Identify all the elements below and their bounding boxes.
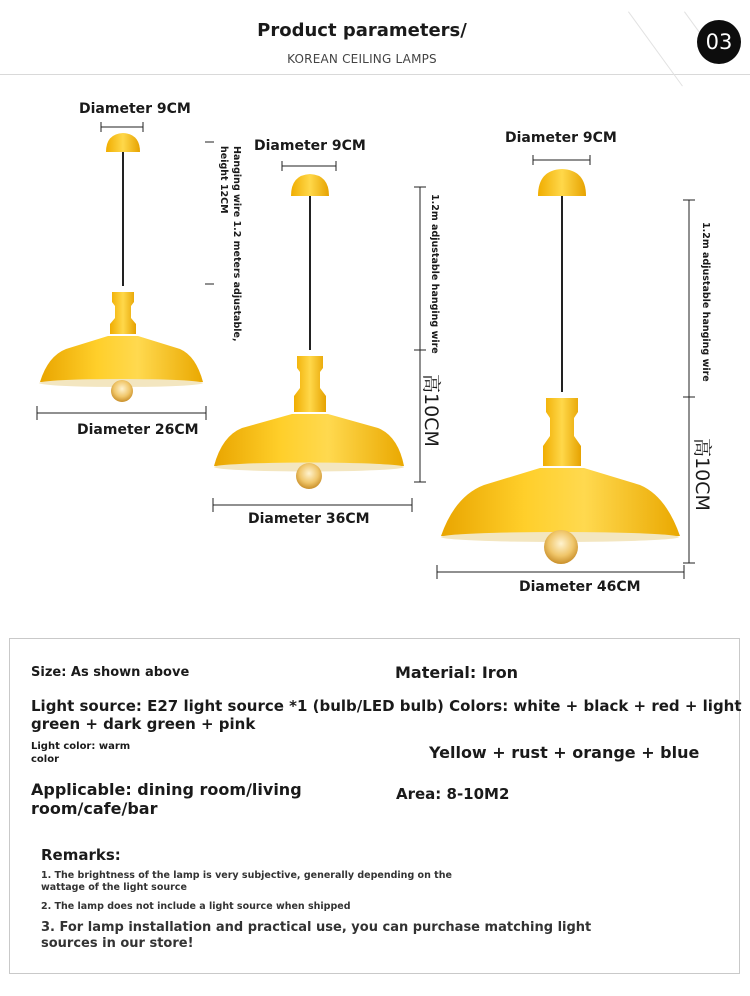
spec-applicable: Applicable: dining room/living	[31, 780, 302, 799]
ceiling-canopy	[291, 174, 329, 196]
spec-colors-2: Yellow + rust + orange + blue	[429, 743, 700, 762]
lamp-medium-height-note: 高10CM	[420, 374, 442, 447]
bulb	[111, 380, 133, 402]
lamp-medium-shade-diameter: Diameter 36CM	[248, 511, 370, 527]
lamp-small-wire-note: Hanging wire 1.2 meters adjustable,	[231, 146, 242, 342]
lamp-shade	[214, 414, 404, 466]
spec-applicable-2: room/cafe/bar	[31, 799, 158, 818]
remark-2: 2. The lamp does not include a light source when shipped	[41, 901, 351, 912]
remark-3-cont: sources in our store!	[41, 936, 194, 951]
ceiling-canopy	[538, 169, 586, 196]
lamp-small	[37, 122, 214, 420]
bulb	[544, 530, 578, 564]
lamp-shade	[40, 336, 203, 382]
lamp-small-shade-diameter: Diameter 26CM	[77, 422, 199, 438]
lamp-shade	[441, 468, 680, 536]
section-number-badge: 03	[697, 20, 741, 64]
lamp-large-wire-note: 1.2m adjustable hanging wire	[700, 222, 711, 382]
spec-light-color-2: color	[31, 754, 60, 765]
spec-area: Area: 8-10M2	[396, 785, 510, 803]
spec-size: Size: As shown above	[31, 665, 190, 680]
remarks-heading: Remarks:	[41, 846, 121, 864]
lamp-medium-canopy-diameter: Diameter 9CM	[254, 138, 366, 154]
lamp-neck	[110, 292, 136, 334]
lamp-large	[437, 155, 695, 579]
page-title: Product parameters/	[257, 20, 467, 41]
lamp-small-canopy-diameter: Diameter 9CM	[79, 101, 191, 117]
lamp-neck	[543, 398, 581, 466]
lamp-small-wire-note-2: height 12CM	[218, 146, 229, 214]
spec-material: Material: Iron	[395, 663, 519, 682]
spec-light-source: Light source: E27 light source *1 (bulb/LED bulb) Colors: white + black + red + light	[31, 697, 742, 715]
bulb	[296, 463, 322, 489]
lamp-medium	[213, 161, 426, 512]
lamp-large-shade-diameter: Diameter 46CM	[519, 579, 641, 595]
spec-colors-continued: green + dark green + pink	[31, 715, 256, 733]
remark-1: 1. The brightness of the lamp is very subjective, generally depending on the	[41, 870, 452, 881]
ceiling-canopy	[106, 133, 140, 152]
remark-3: 3. For lamp installation and practical use, you can purchase matching light	[41, 920, 592, 935]
page-subtitle: KOREAN CEILING LAMPS	[287, 52, 437, 66]
remark-1-cont: wattage of the light source	[41, 882, 187, 893]
spec-light-color: Light color: warm	[31, 741, 131, 752]
lamp-large-canopy-diameter: Diameter 9CM	[505, 130, 617, 146]
lamp-neck	[294, 356, 326, 412]
lamp-medium-wire-note: 1.2m adjustable hanging wire	[429, 194, 440, 354]
lamp-large-height-note: 高10CM	[691, 438, 713, 511]
